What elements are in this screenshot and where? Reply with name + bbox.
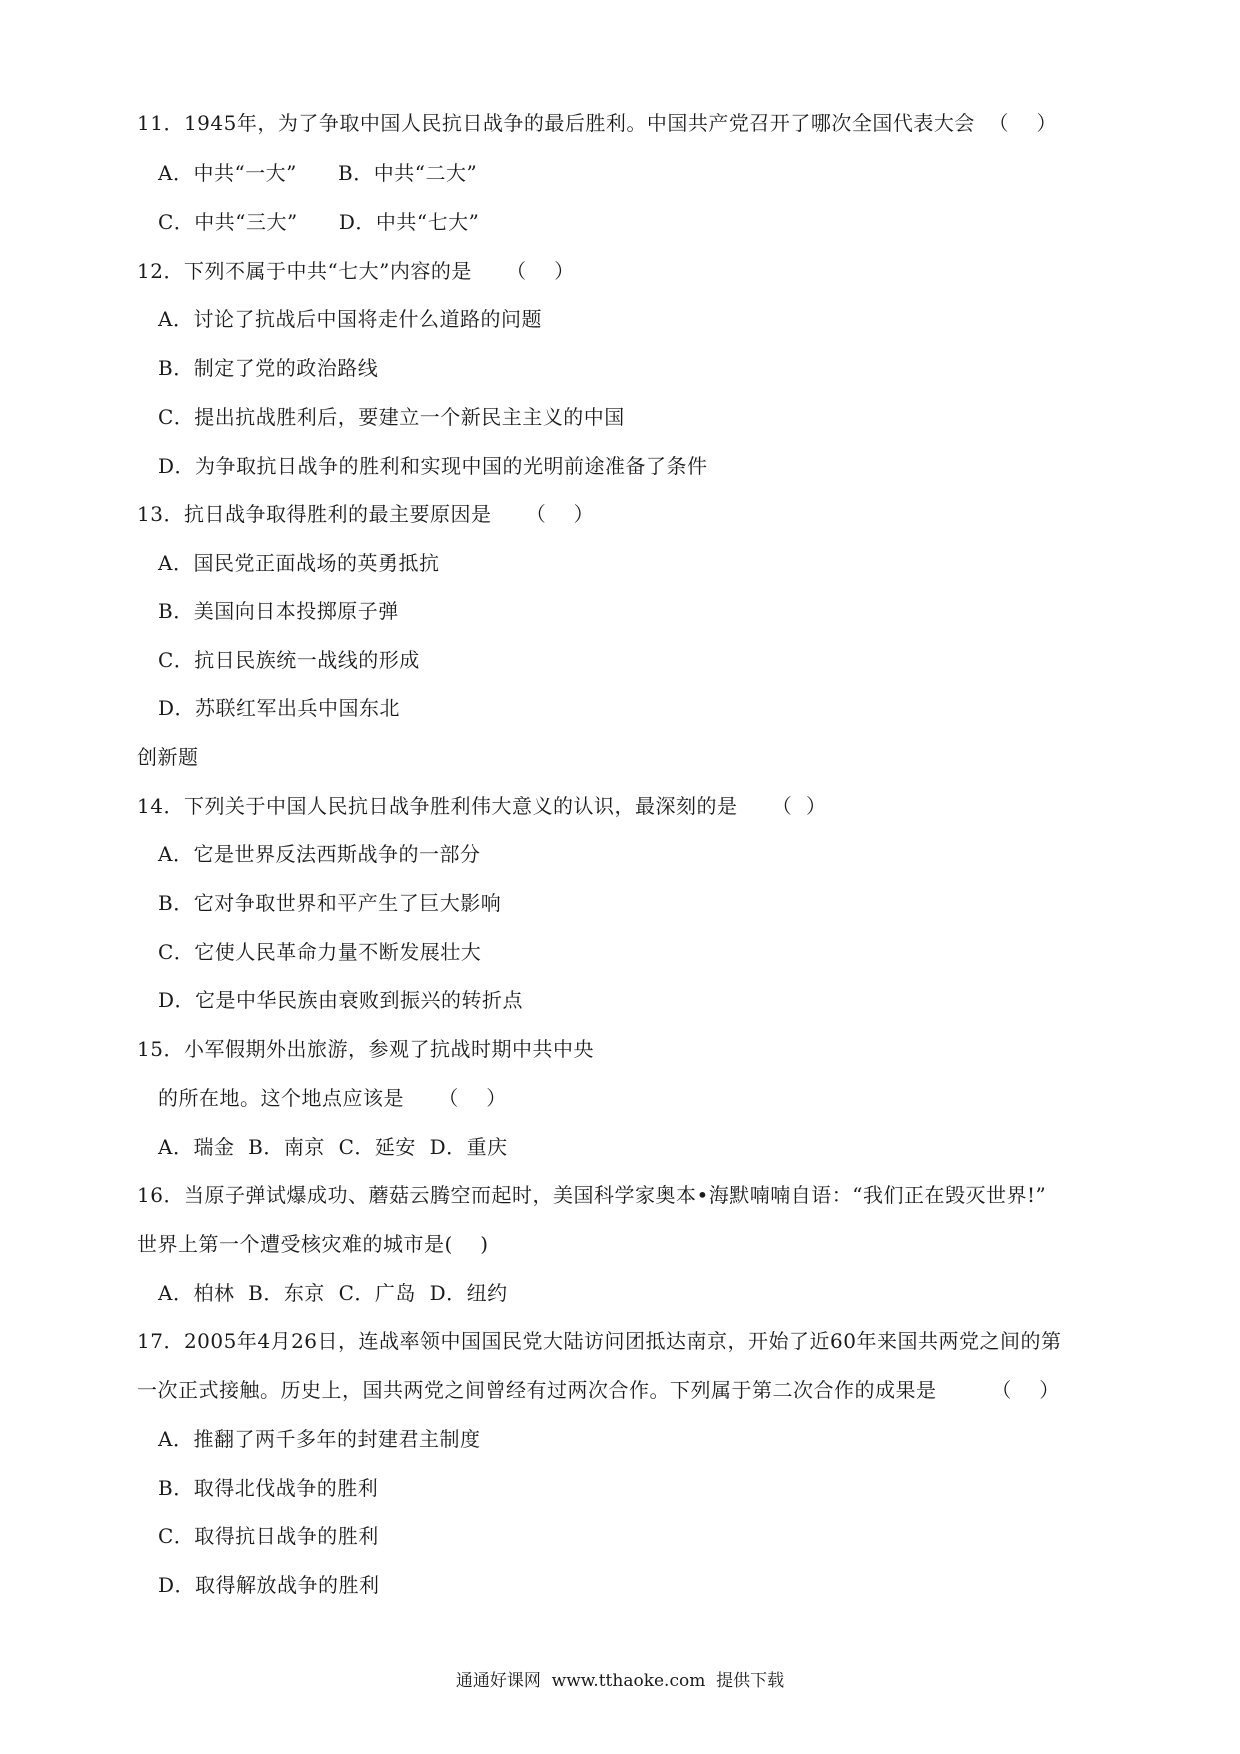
- question-14-option-c: C．它使人民革命力量不断发展壮大: [158, 940, 482, 964]
- question-17-option-c: C．取得抗日战争的胜利: [158, 1524, 379, 1548]
- question-13-option-d: D．苏联红军出兵中国东北: [158, 696, 401, 720]
- question-17-option-b: B．取得北伐战争的胜利: [158, 1476, 379, 1500]
- question-13-option-b: B．美国向日本投掷原子弹: [158, 599, 399, 623]
- question-17-stem-line-2: 一次正式接触。历史上，国共两党之间曾经有过两次合作。下列属于第二次合作的成果是 （ ）: [137, 1378, 1060, 1402]
- question-11-options-row-2: C．中共“三大” D．中共“七大”: [158, 210, 480, 234]
- question-12-stem: 12．下列不属于中共“七大”内容的是 （ ）: [137, 259, 575, 283]
- question-15-stem-line-2: 的所在地。这个地点应该是 （ ）: [158, 1086, 507, 1110]
- question-14-option-d: D．它是中华民族由衰败到振兴的转折点: [158, 988, 524, 1012]
- question-12-option-d: D．为争取抗日战争的胜利和实现中国的光明前途准备了条件: [158, 454, 708, 478]
- question-16-options: A．柏林 B．东京 C．广岛 D．纽约: [158, 1281, 508, 1305]
- question-17-stem-line-1: 17．2005年4月26日，连战率领中国国民党大陆访问团抵达南京，开始了近60年来国共两党之间的第: [137, 1329, 1062, 1353]
- question-13-option-a: A．国民党正面战场的英勇抵抗: [158, 551, 440, 575]
- question-16-stem-line-1: 16．当原子弹试爆成功、蘑菇云腾空而起时，美国科学家奥本•海默喃喃自语：“我们正在毁灭世界!”: [137, 1183, 1047, 1207]
- question-17-option-a: A．推翻了两千多年的封建君主制度: [158, 1427, 481, 1451]
- question-14-option-b: B．它对争取世界和平产生了巨大影响: [158, 891, 502, 915]
- question-12-option-a: A．讨论了抗战后中国将走什么道路的问题: [158, 307, 542, 331]
- question-14-stem: 14．下列关于中国人民抗日战争胜利伟大意义的认识，最深刻的是 （ ）: [137, 794, 827, 818]
- question-15-options: A．瑞金 B．南京 C．延安 D．重庆: [158, 1135, 508, 1159]
- question-11-options-row-1: A．中共“一大” B．中共“二大”: [158, 161, 478, 185]
- question-15-stem-line-1: 15．小军假期外出旅游，参观了抗战时期中共中央: [137, 1037, 594, 1061]
- question-13-stem: 13．抗日战争取得胜利的最主要原因是 （ ）: [137, 502, 595, 526]
- question-17-option-d: D．取得解放战争的胜利: [158, 1573, 380, 1597]
- question-13-option-c: C．抗日民族统一战线的形成: [158, 648, 420, 672]
- question-16-stem-line-2: 世界上第一个遭受核灾难的城市是( ): [137, 1232, 489, 1256]
- section-title: 创新题: [137, 745, 199, 769]
- question-12-option-c: C．提出抗战胜利后，要建立一个新民主主义的中国: [158, 405, 625, 429]
- question-12-option-b: B．制定了党的政治路线: [158, 356, 379, 380]
- question-14-option-a: A．它是世界反法西斯战争的一部分: [158, 842, 481, 866]
- page-footer: 通通好课网 www.tthaoke.com 提供下载: [455, 1671, 785, 1691]
- question-11-stem: 11．1945年，为了争取中国人民抗日战争的最后胜利。中国共产党召开了哪次全国代表大会 （ ）: [137, 111, 1057, 135]
